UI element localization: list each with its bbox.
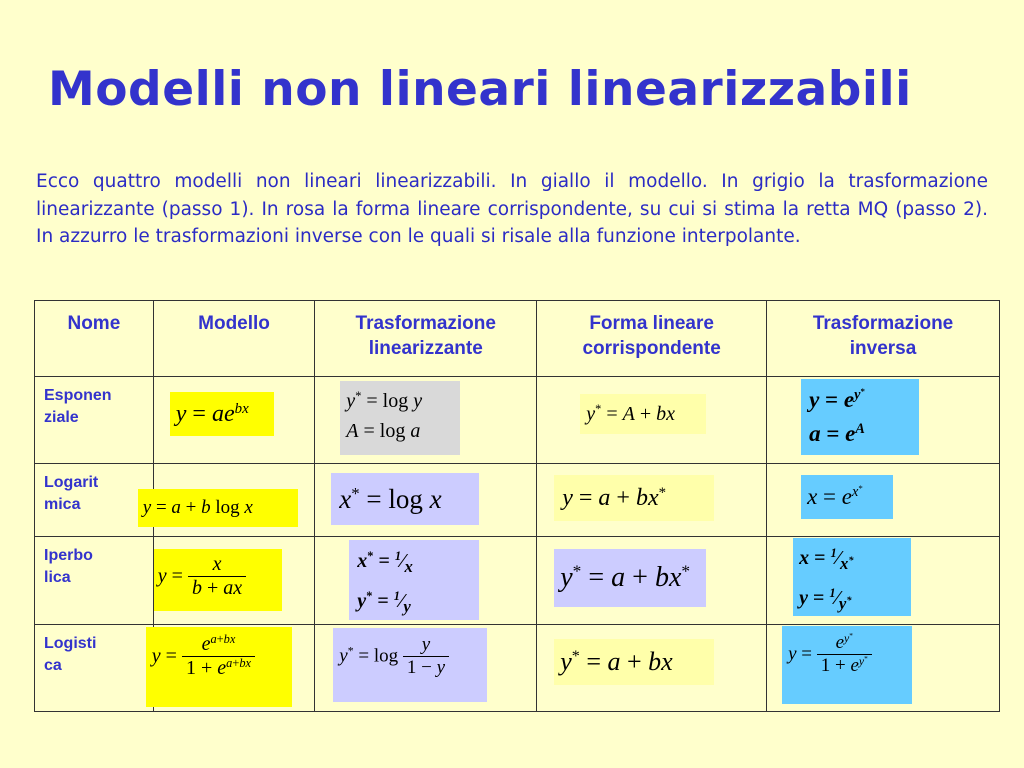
transform-cell — [315, 377, 537, 464]
inverse-cell — [767, 625, 1000, 712]
model-formula: y = a + b log x — [138, 489, 298, 527]
table-row — [35, 464, 1000, 537]
table-row — [35, 625, 1000, 712]
model-formula: y = $\frac{x}{b + ax}$ — [154, 549, 282, 611]
model-formula: y = $\frac{e^{a+bx}}{1 + e^{a+bx}}$ — [146, 627, 292, 707]
linear-formula: y* = a + bx* — [554, 549, 706, 607]
header-inversa-text: Trasformazione inversa — [812, 313, 954, 359]
linear-cell — [537, 625, 767, 712]
linear-cell — [537, 537, 767, 625]
inverse-cell — [767, 464, 1000, 537]
model-cell — [153, 377, 315, 464]
linear-cell — [537, 464, 767, 537]
intro-paragraph: Ecco quattro modelli non lineari linearizzabili. In giallo il modello. In grigio la trasformazione linearizzante (passo 1). In rosa la forma lineare corrispondente, su cui si stima la retta MQ (passo 2). In azzurro le trasformazioni inverse con le quali si risale alla funzione interpolante. — [36, 171, 988, 247]
table-row — [35, 377, 1000, 464]
transform-formula: y* = log $\frac{y}{1 - y}$ — [333, 628, 487, 702]
row-name: Logisti ca — [35, 625, 154, 712]
transform-formula: x* = log x — [331, 473, 479, 525]
header-nome: Nome — [35, 301, 154, 377]
linear-cell — [537, 377, 767, 464]
linear-formula: y = a + bx* — [554, 475, 714, 521]
header-modello: Modello — [153, 301, 315, 377]
inverse-formula: $x = e^{x^*}$ — [801, 475, 893, 519]
header-forma-lineare-text: Forma lineare corrispondente — [582, 313, 721, 359]
transform-cell — [315, 537, 537, 625]
model-cell — [153, 537, 315, 625]
table-row — [35, 537, 1000, 625]
inverse-cell — [767, 537, 1000, 625]
row-name: Iperbo lica — [35, 537, 154, 625]
table-header-row — [35, 301, 1000, 377]
linear-formula: y* = A + bx — [580, 394, 706, 434]
linear-formula: y* = a + bx — [554, 639, 714, 685]
transform-cell — [315, 464, 537, 537]
model-cell — [142, 464, 315, 537]
inverse-formula: $x = ^1⁄_{x^*}$ $y = ^1⁄_{y^*}$ — [793, 538, 911, 616]
inverse-cell — [767, 377, 1000, 464]
header-trasformazione-text: Trasformazione linearizzante — [355, 313, 496, 359]
header-inversa — [767, 301, 1000, 377]
transform-cell — [315, 625, 537, 712]
models-table — [34, 300, 1000, 712]
row-name: Esponen ziale — [35, 377, 154, 464]
transform-formula: $x^* = ^1⁄_x$ $y^* = ^1⁄_y$ — [349, 540, 479, 620]
inverse-formula: $y = e^{y^*}$ $a = e^A$ — [801, 379, 919, 455]
transform-formula: y* = log y A = log a — [340, 381, 460, 455]
page-title: Modelli non lineari linearizzabili — [48, 62, 912, 117]
model-cell — [153, 625, 315, 712]
row-name: Logarit mica — [35, 464, 154, 537]
model-formula: $y = ae^{bx}$ — [170, 392, 274, 436]
header-trasformazione — [315, 301, 537, 377]
inverse-formula: y = $\frac{e^{y^*}}{1 + e^{y^*}}$ — [782, 626, 912, 704]
header-forma-lineare — [537, 301, 767, 377]
